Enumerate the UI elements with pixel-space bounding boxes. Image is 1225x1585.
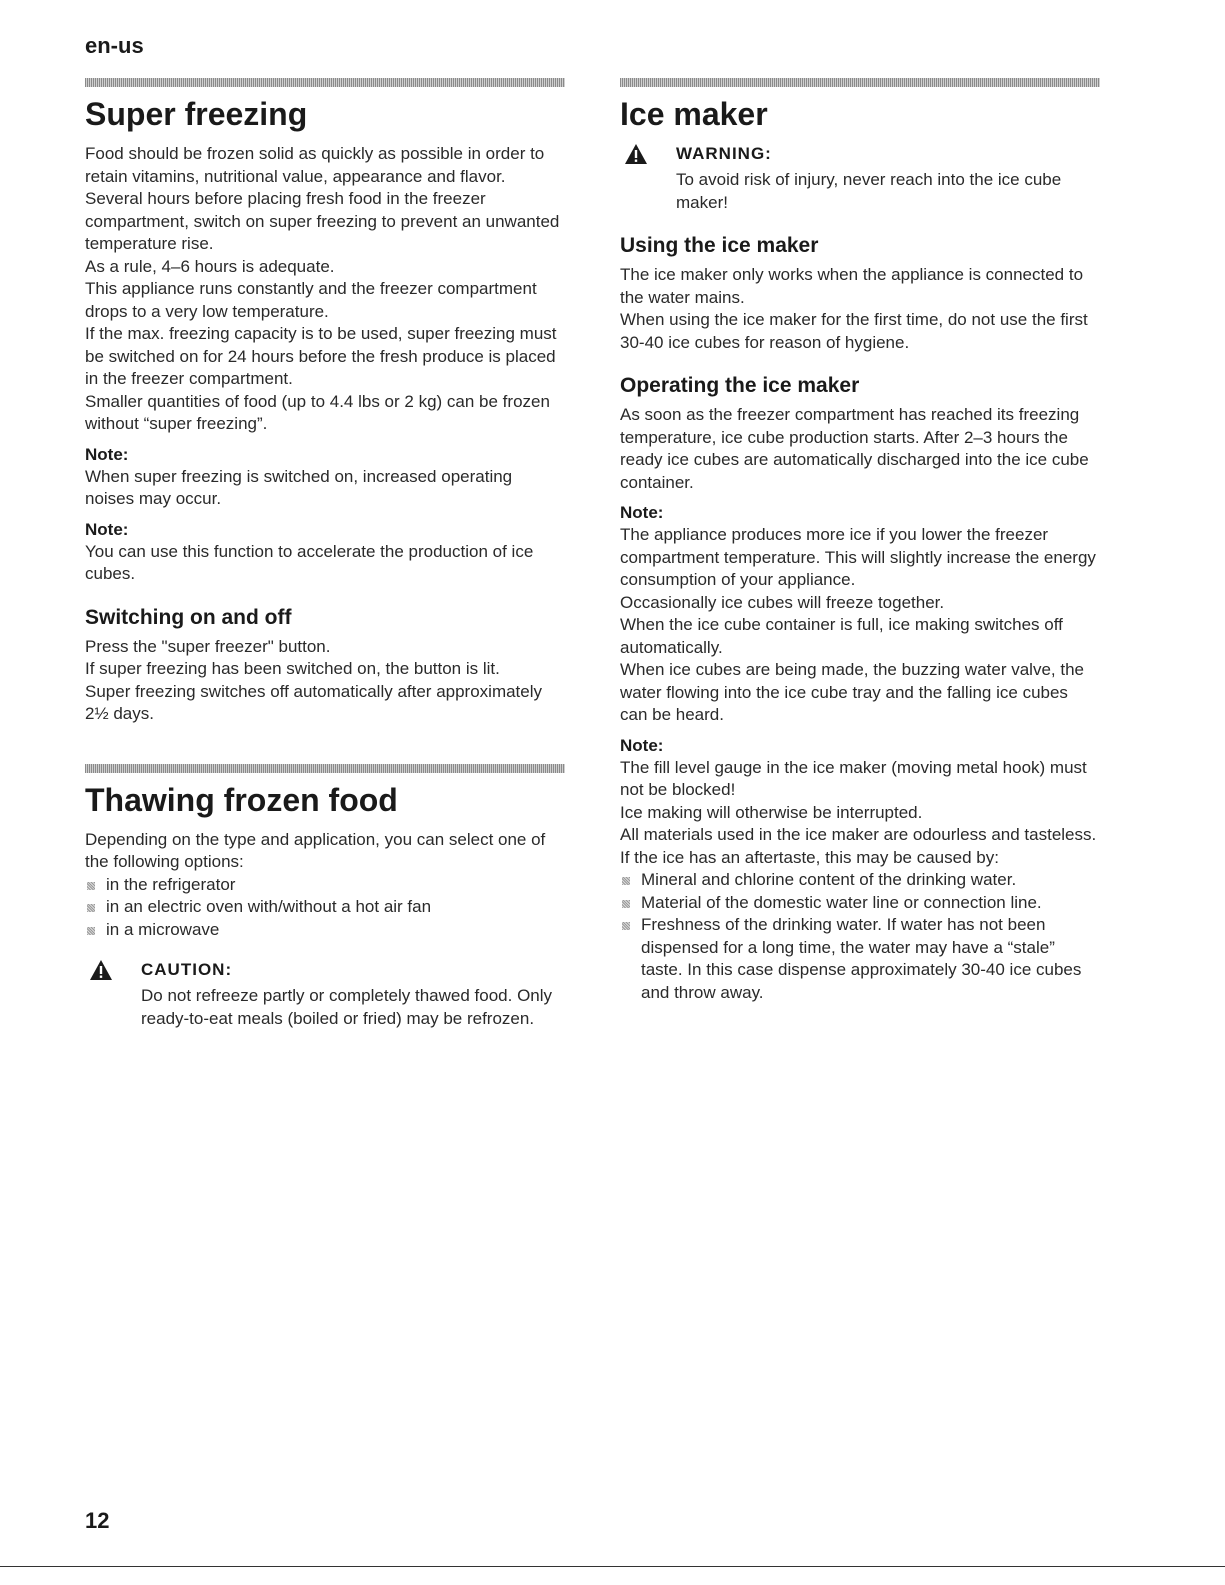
thawing-title: Thawing frozen food xyxy=(85,781,398,818)
options-list xyxy=(85,874,565,942)
language-code: en-us xyxy=(85,33,144,58)
thawing-section xyxy=(85,764,565,1031)
right-column xyxy=(620,78,1100,1004)
paragraph: If super freezing has been switched on, the button is lit. xyxy=(85,659,500,678)
note-label: Note: xyxy=(620,735,664,755)
note-text: When super freezing is switched on, increased operating noises may occur. xyxy=(85,466,513,508)
paragraph: Several hours before placing fresh food in the freezer compartment, switch on super freezing to prevent an unwanted temperature rise. xyxy=(85,189,560,253)
note-text: When ice cubes are being made, the buzzing water valve, the water flowing into the ice cube tray and the falling ice cubes can be heard. xyxy=(620,660,1084,724)
paragraph: As a rule, 4–6 hours is adequate. xyxy=(85,256,335,276)
list-item xyxy=(620,892,1100,915)
super-freezing-title: Super freezing xyxy=(85,96,308,132)
warning-block xyxy=(620,143,1100,214)
list-item-text: Freshness of the drinking water. If water has not been dispensed for a long time, the water may have a “stale” taste. In this case dispense approximately 30-40 ice cubes and throw away. xyxy=(641,915,1082,1002)
paragraph: As soon as the freezer compartment has reached its freezing temperature, ice cube production starts. After 2–3 hours the ready ice cubes are automatically discharged into the ice cube container. xyxy=(620,405,1089,492)
note-text: If the ice has an aftertaste, this may be caused by: xyxy=(620,847,999,867)
ice-maker-title: Ice maker xyxy=(620,96,768,132)
note-label: Note: xyxy=(620,503,664,522)
switching-title: Switching on and off xyxy=(85,605,292,629)
list-item xyxy=(620,914,1100,1004)
list-item xyxy=(85,896,565,919)
bottom-border xyxy=(0,1566,1225,1567)
note-text: You can use this function to accelerate the production of ice cubes. xyxy=(85,541,534,583)
list-item-text: in the refrigerator xyxy=(106,874,236,894)
list-item-text: Material of the domestic water line or connection line. xyxy=(641,892,1042,912)
warning-text: To avoid risk of injury, never reach into the ice cube maker! xyxy=(676,170,1062,212)
caution-text: Do not refreeze partly or completely thawed food. Only ready-to-eat meals (boiled or fried) may be refrozen. xyxy=(141,986,553,1028)
paragraph: Depending on the type and application, you can select one of the following options: xyxy=(85,829,546,871)
list-item-text: in an electric oven with/without a hot air fan xyxy=(106,897,432,916)
bullet-icon xyxy=(622,900,630,908)
list-item xyxy=(85,874,565,897)
paragraph: If the max. freezing capacity is to be used, super freezing must be switched on for 24 hours before the fresh produce is placed in the freezer compartment. xyxy=(85,324,557,388)
paragraph: Smaller quantities of food (up to 4.4 lbs or 2 kg) can be frozen without “super freezing”. xyxy=(85,391,550,433)
bullet-icon xyxy=(622,922,630,930)
list-item-text: in a microwave xyxy=(106,919,220,939)
caution-block xyxy=(85,959,565,1030)
note-label: Note: xyxy=(85,444,129,464)
list-item xyxy=(620,869,1100,892)
causes-list xyxy=(620,869,1100,1004)
bullet-icon xyxy=(87,927,95,935)
note-text: The fill level gauge in the ice maker (moving metal hook) must not be blocked! xyxy=(620,757,1087,799)
warning-triangle-icon xyxy=(624,143,648,165)
note-text: When the ice cube container is full, ice making switches off automatically. xyxy=(620,615,1063,657)
bullet-icon xyxy=(622,877,630,885)
warning-triangle-icon xyxy=(89,959,113,981)
note-text: The appliance produces more ice if you lower the freezer compartment temperature. This will slightly increase the energy consumption of your appliance. xyxy=(620,525,1096,589)
section-divider xyxy=(85,764,565,773)
paragraph: Super freezing switches off automatically after approximately 2½ days. xyxy=(85,681,543,723)
paragraph: This appliance runs constantly and the freezer compartment drops to a very low temperature. xyxy=(85,279,537,321)
section-divider xyxy=(620,78,1100,87)
using-title: Using the ice maker xyxy=(620,234,819,257)
bullet-icon xyxy=(87,882,95,890)
list-item-text: Mineral and chlorine content of the drinking water. xyxy=(641,870,1017,889)
page-number: 12 xyxy=(85,1508,110,1533)
operating-title: Operating the ice maker xyxy=(620,374,860,397)
list-item xyxy=(85,919,565,942)
bullet-icon xyxy=(87,904,95,912)
paragraph: When using the ice maker for the first time, do not use the first 30-40 ice cubes for reason of hygiene. xyxy=(620,310,1088,352)
section-divider xyxy=(85,78,565,87)
caution-label: CAUTION: xyxy=(141,960,233,979)
note-label: Note: xyxy=(85,519,129,539)
note-text: Ice making will otherwise be interrupted. xyxy=(620,802,923,822)
note-text: Occasionally ice cubes will freeze together. xyxy=(620,592,945,612)
left-column xyxy=(85,78,565,1030)
paragraph: Food should be frozen solid as quickly as possible in order to retain vitamins, nutritional value, appearance and flavor. xyxy=(85,144,545,186)
paragraph: Press the "super freezer" button. xyxy=(85,636,331,656)
warning-label: WARNING: xyxy=(676,144,772,163)
paragraph: The ice maker only works when the appliance is connected to the water mains. xyxy=(620,265,1084,307)
note-text: All materials used in the ice maker are odourless and tasteless. xyxy=(620,825,1097,844)
